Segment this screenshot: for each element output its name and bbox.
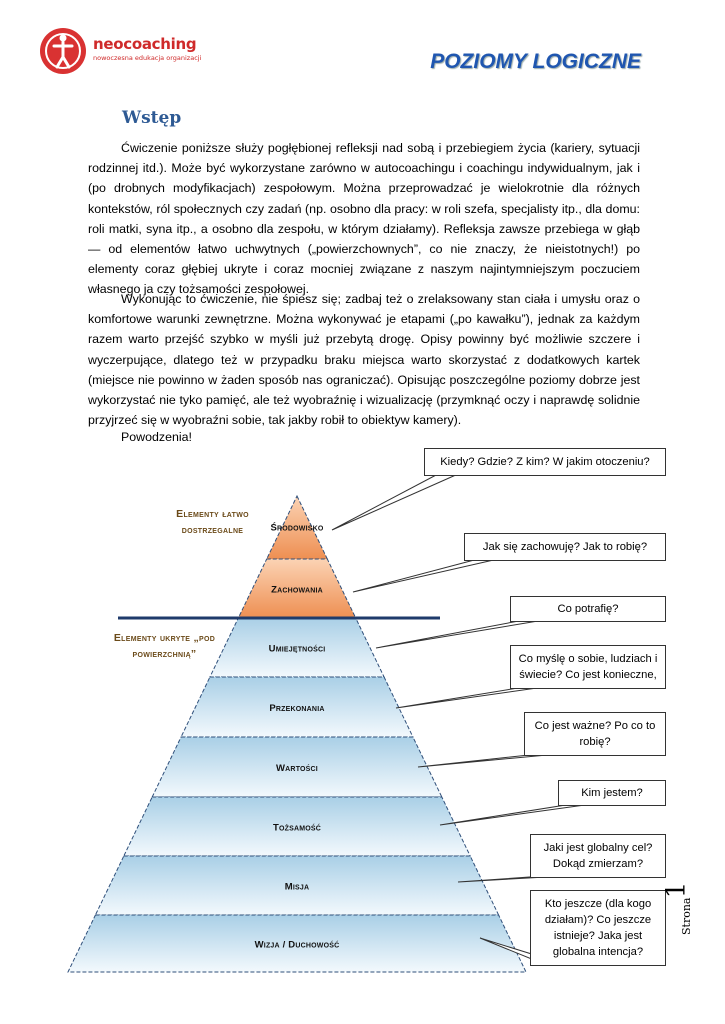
logo-tagline: nowoczesna edukacja organizacji [93, 54, 202, 62]
visible-elements-label: Elementy łatwo dostrzegalne [176, 508, 249, 536]
callout-pointer [440, 804, 592, 825]
question-callout: Kiedy? Gdzie? Z kim? W jakim otoczeniu? [424, 448, 666, 476]
question-callout: Co myślę o sobie, ludziach i świecie? Co jest konieczne, [510, 645, 666, 689]
logo-name: neocoaching [93, 35, 197, 53]
intro-paragraph-1: Ćwiczenie poniższe służy pogłębionej refleksji nad sobą i przebiegiem życia (kariery, sytuacji rodzinnej itd.). Może być wykorzystane zarówno w autocoachingu i coachingu indywidualnym, jak i (po drobnych modyfikacjach) zespołowym. Można przeprowadzać je wielokrotnie dla różnych kontekstów, ról społecznych czy zadań (np. osobno dla pracy: w roli szefa, specjalisty itp., dla domu: roli matki, syna itp., a osobno dla zespołu, w którym działamy). Refleksja zawsze przebiega w głąb — od elementów łatwo uchwytnych („powierzchownych”, co nie znaczy, że nieistotnych!) po elementy coraz głębiej ukryte i coraz mocniej związane z naszym najintymniejszym poczuciem własnego ja czy tożsamości zespołowej. [88, 141, 640, 297]
pyramid-level-label: Tożsamość [272, 822, 322, 834]
callout-pointer [353, 559, 498, 592]
question-callout: Kto jeszcze (dla kogo działam)? Co jeszcze istnieje? Jaka jest globalna intencja? [530, 890, 666, 966]
question-callout: Jaki jest globalny cel? Dokąd zmierzam? [530, 834, 666, 878]
pyramid-level-label: Przekonania [269, 703, 325, 714]
logo [36, 24, 216, 78]
logical-levels-diagram [0, 440, 725, 980]
callout-pointer [396, 687, 544, 708]
closing-line: Powodzenia! [121, 430, 192, 444]
pyramid-level-label: Umiejętności [268, 643, 326, 655]
question-callout: Jak się zachowuję? Jak to robię? [464, 533, 666, 561]
pyramid-level-label: Misja [284, 881, 310, 893]
callout-pointer [376, 620, 544, 648]
hidden-elements-label: Elementy ukryte „pod powierzchnią” [113, 632, 216, 660]
document-title: POZIOMY LOGICZNE [430, 50, 641, 73]
pyramid-level-label: Wartości [276, 763, 318, 774]
logo-figure-icon [36, 24, 90, 78]
page-number: 1 [661, 881, 692, 899]
question-callout: Kim jestem? [558, 780, 666, 806]
page-word: Strona [680, 897, 693, 935]
pyramid-level-label: Środowisko [270, 522, 324, 534]
section-title: Wstęp [122, 108, 182, 128]
pyramid-level-label: Wizja / Duchowość [254, 939, 340, 951]
pyramid-level-label: Zachowania [271, 584, 323, 596]
callout-pointer [332, 474, 458, 530]
question-callout: Co jest ważne? Po co to robię? [524, 712, 666, 756]
intro-paragraph-2: Wykonując to ćwiczenie, nie śpiesz się; zadbaj też o zrelaksowany stan ciała i umysłu oraz o komfortowe warunki zewnętrzne. Można wykonywać je etapami („po kawałku”), jednak za każdym razem warto przejść szybko w myśli już przebytą drogę. Opisy powinny być możliwie szczere i wyczerpujące, dlatego też w przypadku braku miejsca warto skorzystać z dodatkowych kartek (miejsce nie powinno w żaden sposób nas ograniczać). Opisując poszczególne poziomy dobrze jest wykorzystać nie tyko pamięć, ale też wyobraźnię i wizualizację (przymknąć oczy i naprawdę solidnie przyjrzeć się w wyobraźni sobie, tak jakby robił to obiektyw kamery). [88, 292, 640, 428]
question-callout: Co potrafię? [510, 596, 666, 622]
